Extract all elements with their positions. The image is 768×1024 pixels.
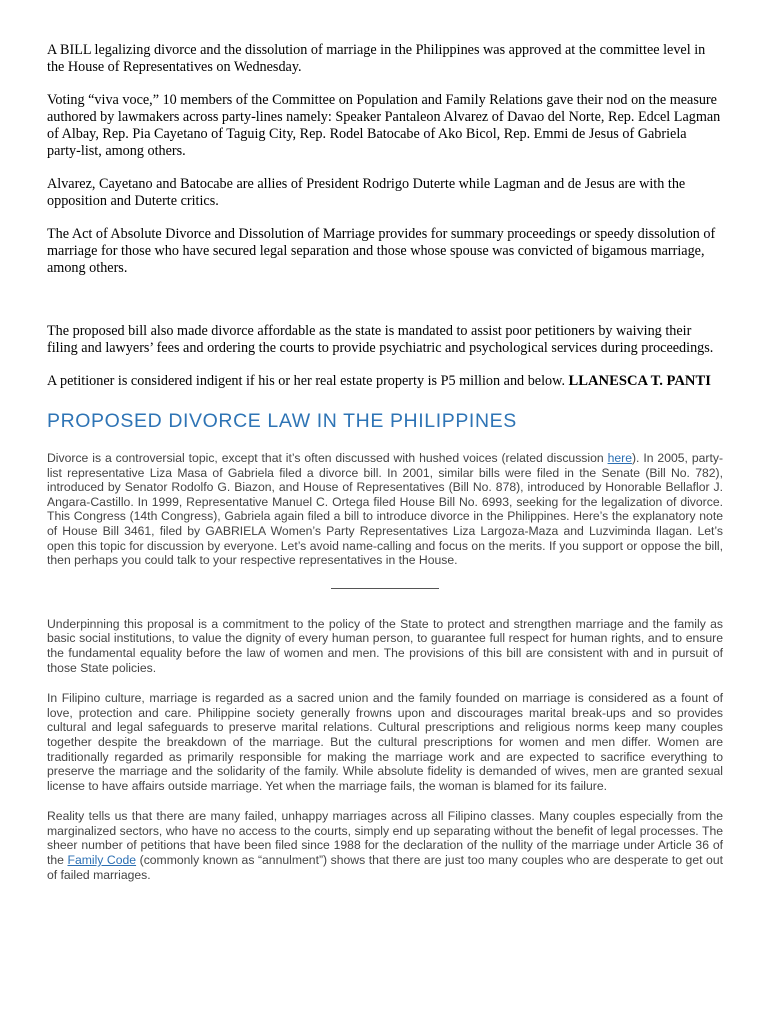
news-paragraph-2: Voting “viva voce,” 10 members of the Committee on Population and Family Relations gave their nod on the measure authored by lawmakers across party-lines namely: Speaker Pantaleon Alvarez of Davao del Norte, Rep. Edcel Lagman of Albay, Rep. Pia Cayetano of Taguig City, Rep. Rodel Batocabe of Ako Bicol, Rep. Emmi de Jesus of Gabriela party-list, among others. [47,92,721,159]
body3-text-start: Reality tells us that there are many failed, unhappy marriages across all Filipino classes. Many couples especially from the marginalized sectors, who have no access to the courts, simply end up separating without the benefit of legal processes. The sheer number of petitions that have been filed since 1988 for the declaration of the nullity of the marriage under Article 36 of the [47,809,723,868]
news-paragraph-3: Alvarez, Cayetano and Batocabe are allies of President Rodrigo Duterte while Lagman and de Jesus are with the opposition and Duterte critics. [47,176,686,209]
news-paragraph-6 [47,373,723,390]
article-title: PROPOSED DIVORCE LAW IN THE PHILIPPINES [47,410,517,432]
body3-text-end: (commonly known as “annulment”) shows that there are just too many couples who are desperate to get out of failed marriages. [47,853,723,882]
body-paragraph-1: Underpinning this proposal is a commitment to the policy of the State to protect and strengthen marriage and the family as basic social institutions, to value the dignity of every human person, to guarantee full respect for human rights, and to ensure the fundamental equality before the law of women and men. The provisions of this bill are consistent with and in pursuit of those State policies. [47,616,723,675]
intro-text-end: ). In 2005, party-list representative Liza Masa of Gabriela filed a divorce bill. In 2001, similar bills were filed in the Senate (Bill No. 782), introduced by Senator Rodolfo G. Biazon, and House of Representatives (Bill No. 878), introduced by Honorable Bellaflor J. Angara-Castillo. In 1999, Representative Manuel C. Ortega filed House Bill No. 6993, seeking for the legalization of divorce. This Congress (14th Congress), Gabriela again filed a bill to introduce divorce in the Philippines. Here’s the explanatory note of House Bill 3461, filed by GABRIELA Women’s Party Representatives Liza Largoza-Maza and Luzviminda Ilagan. Let’s open this topic for discussion by everyone. Let’s avoid name-calling and focus on the merits. If you support or oppose the bill, then perhaps you could talk to your respective representatives in the House. [47,451,724,568]
article-intro [47,451,723,568]
intro-text-start: Divorce is a controversial topic, except that it’s often discussed with hushed voices (related discussion [47,451,608,465]
spacer [47,293,723,323]
author-byline: LLANESCA T. PANTI [568,373,711,389]
body-paragraph-2: In Filipino culture, marriage is regarded as a sacred union and the family founded on marriage is considered as a fount of love, protection and care. Philippine society generally frowns upon and discourages marital break-ups and so provides cultural and legal safeguards to preserve marital relations. Cultural prescriptions and religious norms keep many couples together despite the breakdown of the marriage. But the cultural prescriptions for women and men differ. Women are traditionally regarded as primarily responsible for making the marriage work and are expected to sacrifice everything to preserve the marriage and the solidarity of the family. While absolute fidelity is demanded of wives, men are granted sexual license to have affairs outside marriage. Yet when the marriage fails, the woman is blamed for its failure. [47,691,723,793]
news-paragraph-4: The Act of Absolute Divorce and Dissolution of Marriage provides for summary proceedings or speedy dissolution of marriage for those who have secured legal separation and those whose spouse was convicted of bigamous marriage, among others. [47,226,716,276]
section-divider [331,588,439,589]
body-paragraph-3 [47,809,723,882]
related-discussion-link[interactable]: here [607,451,632,465]
indigent-sentence: A petitioner is considered indigent if his or her real estate property is P5 million and below. [47,373,565,389]
family-code-link[interactable]: Family Code [67,853,137,868]
document-page [47,42,723,898]
news-paragraph-5: The proposed bill also made divorce affordable as the state is mandated to assist poor petitioners by waiving their filing and lawyers’ fees and ordering the courts to provide psychiatric and psychological services during proceedings. [47,323,714,356]
news-paragraph-1: A BILL legalizing divorce and the dissolution of marriage in the Philippines was approved at the committee level in the House of Representatives on Wednesday. [47,42,706,75]
